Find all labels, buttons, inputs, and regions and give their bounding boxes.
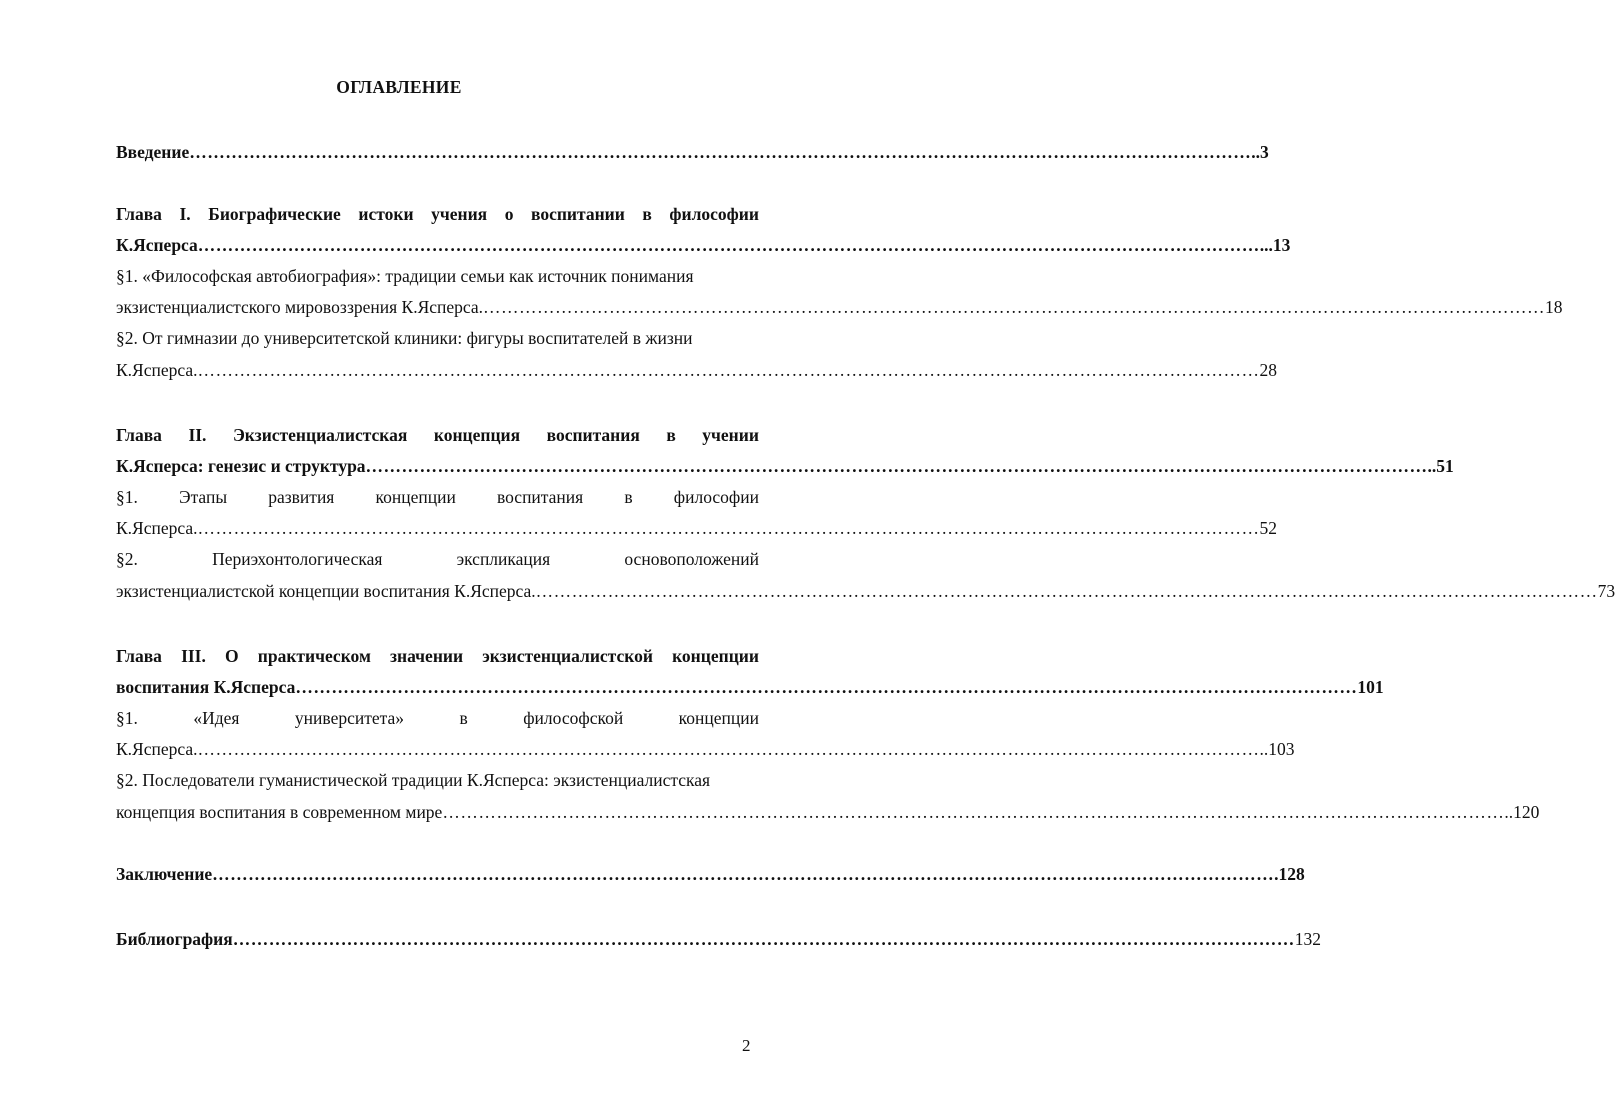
heading-word: концепции <box>375 487 456 507</box>
chapter-1-section-2: §2. От гимназии до университетской клиники: фигуры воспитателей в жизни <box>116 328 693 348</box>
entry-page: ..120 <box>1504 802 1540 822</box>
toc-entry-conclusion <box>116 863 1305 885</box>
heading-word: III. <box>181 646 206 666</box>
heading-word: в <box>642 204 652 224</box>
heading-word: в <box>624 487 633 507</box>
heading-word: Биографические <box>208 204 341 224</box>
heading-word: истоки <box>358 204 414 224</box>
heading-word: Периэхонтологическая <box>212 549 383 569</box>
heading-word: университета» <box>294 708 405 728</box>
chapter-2-heading <box>116 424 759 446</box>
heading-word: II. <box>188 425 207 445</box>
heading-word: в <box>459 708 468 728</box>
chapter-2-heading-cont <box>116 455 1454 477</box>
entry-title: Библиография <box>116 929 233 949</box>
entry-title: К.Ясперса <box>116 235 198 255</box>
chapter-3-section-1 <box>116 707 759 729</box>
entry-page: 18 <box>1545 297 1563 317</box>
chapter-3-heading <box>116 645 759 667</box>
heading-word: Глава <box>116 646 162 666</box>
dot-leader: …………………………………………………………………………………………………………………………………………………………… <box>295 677 1358 697</box>
heading-word: воспитании <box>531 204 625 224</box>
dot-leader: …………………………………………………………………………………………………………………………………………………………… <box>365 456 1428 476</box>
chapter-3-section-2-cont <box>116 801 1540 823</box>
entry-title: воспитания К.Ясперса <box>116 677 296 697</box>
entry-page: 73 <box>1597 581 1615 601</box>
entry-page: 132 <box>1294 929 1321 949</box>
heading-word: в <box>666 425 676 445</box>
entry-title: К.Ясперса. <box>116 739 198 759</box>
heading-word: §1. <box>116 487 138 507</box>
heading-word: экспликация <box>456 549 551 569</box>
entry-page: ..3 <box>1251 142 1269 162</box>
page-title: ОГЛАВЛЕНИЕ <box>336 77 462 97</box>
dot-leader: …………………………………………………………………………………………………………………………………………………………… <box>197 739 1260 759</box>
toc-entry-intro <box>116 141 1269 163</box>
heading-word: §2. <box>116 549 138 569</box>
heading-word: воспитания <box>546 425 640 445</box>
heading-word: концепции <box>678 708 759 728</box>
chapter-1-section-1: §1. «Философская автобиография»: традиции семьи как источник понимания <box>116 266 694 286</box>
entry-title: К.Ясперса: генезис и структура <box>116 456 366 476</box>
chapter-2-section-1-cont <box>116 517 1277 539</box>
heading-word: Экзистенциалистская <box>232 425 408 445</box>
entry-title: Введение <box>116 142 190 162</box>
entry-title: К.Ясперса. <box>116 518 198 538</box>
chapter-1-heading-cont <box>116 234 1291 256</box>
chapter-3-section-2: §2. Последователи гуманистической традиции К.Ясперса: экзистенциалистская <box>116 770 711 790</box>
dot-leader: …………………………………………………………………………………………………………………………………………………………… <box>197 518 1260 538</box>
entry-page: 28 <box>1259 360 1277 380</box>
chapter-3-section-1-cont <box>116 738 1295 760</box>
dot-leader: …………………………………………………………………………………………………………………………………………………………… <box>189 142 1252 162</box>
entry-title: К.Ясперса. <box>116 360 198 380</box>
entry-title: Заключение <box>116 864 213 884</box>
heading-word: «Идея <box>193 708 240 728</box>
heading-word: учении <box>702 425 759 445</box>
entry-page: ..103 <box>1259 739 1295 759</box>
heading-word: концепция <box>433 425 521 445</box>
heading-word: Глава <box>116 425 162 445</box>
entry-title: экзистенциалистского мировоззрения К.Ясперса. <box>116 297 484 317</box>
heading-word: Этапы <box>179 487 228 507</box>
dot-leader: …………………………………………………………………………………………………………………………………………………………… <box>483 297 1546 317</box>
heading-word: значении <box>390 646 464 666</box>
heading-word: учения <box>431 204 488 224</box>
entry-page: ...13 <box>1259 235 1291 255</box>
heading-word: воспитания <box>496 487 584 507</box>
heading-word: экзистенциалистской <box>482 646 653 666</box>
dot-leader: …………………………………………………………………………………………………………………………………………………………… <box>535 581 1598 601</box>
heading-word: практическом <box>257 646 371 666</box>
heading-word: I. <box>179 204 191 224</box>
heading-word: Глава <box>116 204 162 224</box>
page-number: 2 <box>742 1036 751 1055</box>
entry-page: ..51 <box>1427 456 1454 476</box>
heading-word: §1. <box>116 708 138 728</box>
dot-leader: …………………………………………………………………………………………………………………………………………………………… <box>197 235 1260 255</box>
entry-page: 52 <box>1259 518 1277 538</box>
chapter-2-section-2 <box>116 548 759 570</box>
heading-word: развития <box>268 487 335 507</box>
heading-word: о <box>504 204 514 224</box>
heading-word: философской <box>523 708 624 728</box>
entry-page: .128 <box>1274 864 1305 884</box>
chapter-3-heading-cont <box>116 676 1384 698</box>
chapter-1-section-1-cont <box>116 296 1563 318</box>
toc-entry-bibliography <box>116 928 1321 950</box>
chapter-1-section-2-cont <box>116 359 1277 381</box>
heading-word: концепции <box>672 646 759 666</box>
chapter-1-heading <box>116 203 759 225</box>
dot-leader: …………………………………………………………………………………………………………………………………………………………… <box>232 929 1295 949</box>
dot-leader: …………………………………………………………………………………………………………………………………………………………… <box>197 360 1260 380</box>
chapter-2-section-1 <box>116 486 759 508</box>
chapter-2-section-2-cont <box>116 580 1615 602</box>
dot-leader: …………………………………………………………………………………………………………………………………………………………… <box>442 802 1505 822</box>
heading-word: О <box>225 646 239 666</box>
heading-word: философии <box>673 487 759 507</box>
heading-word: основоположений <box>624 549 759 569</box>
entry-page: 101 <box>1357 677 1384 697</box>
entry-title: экзистенциалистской концепции воспитания К.Ясперса. <box>116 581 536 601</box>
heading-word: философии <box>669 204 759 224</box>
entry-title: концепция воспитания в современном мире <box>116 802 443 822</box>
dot-leader: …………………………………………………………………………………………………………………………………………………………… <box>212 864 1275 884</box>
